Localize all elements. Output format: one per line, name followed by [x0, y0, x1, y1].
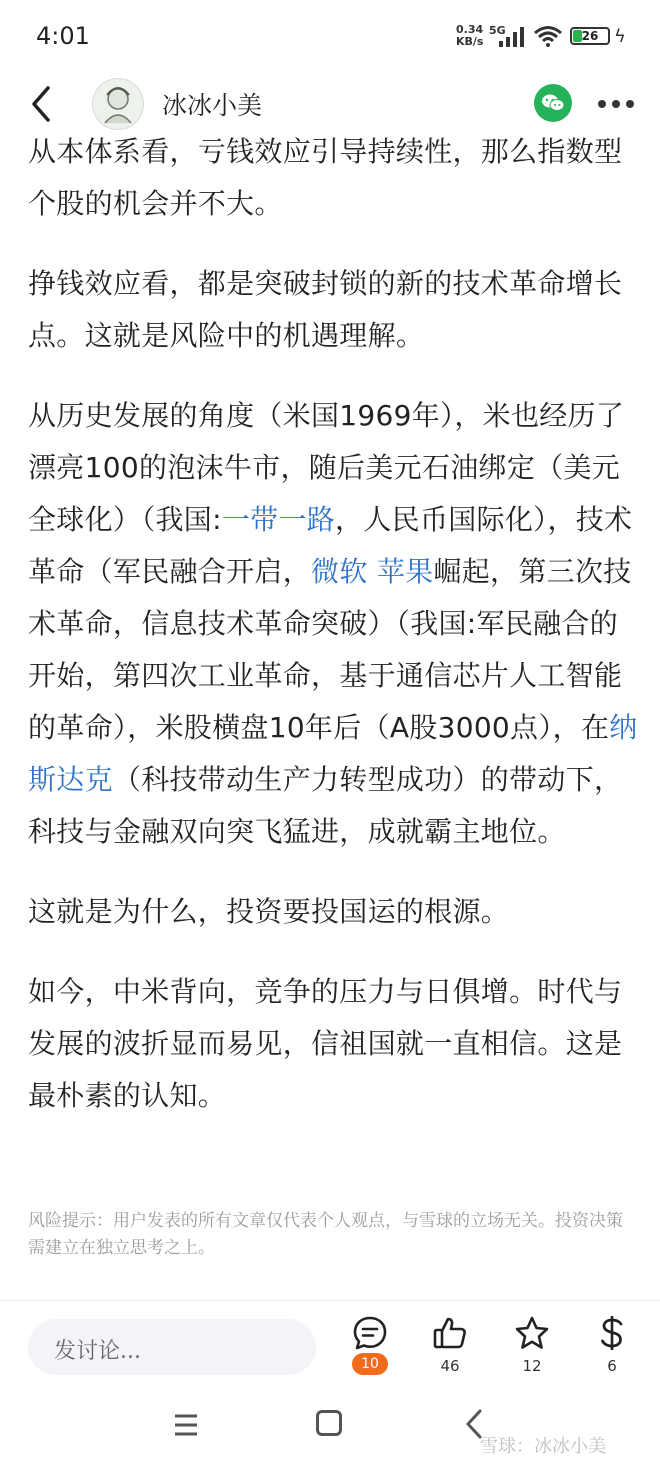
battery-percent: 26 [581, 29, 599, 43]
like-button[interactable] [420, 1315, 480, 1385]
back-arrow-icon[interactable] [22, 82, 62, 126]
stock-link[interactable]: 微软 [311, 555, 368, 588]
stock-link[interactable]: 纳斯达克 [28, 711, 638, 796]
battery-icon [570, 27, 610, 45]
paragraph-text: 崛起，第三次技术革命，信息技术革命突破）（我国:军民融合的开始，第四次工业革命，基于通信芯片人工智能的革命），米股横盘10年后（A股3000点），在 [28, 555, 632, 744]
favorite-count: 12 [522, 1357, 542, 1375]
article-body [28, 122, 638, 1177]
status-bar [0, 0, 660, 72]
charging-icon: ϟ [614, 26, 626, 47]
wechat-share-button[interactable] [534, 84, 572, 122]
dollar-icon [594, 1315, 630, 1351]
article-paragraph [28, 258, 638, 362]
paragraph-text: 从本体系看，亏钱效应引导持续性，那么指数型个股的机会并不大。 [28, 135, 623, 220]
article-paragraph [28, 126, 638, 230]
wifi-icon [533, 25, 563, 47]
article-paragraph [28, 390, 638, 858]
more-dot [598, 100, 606, 108]
more-dot [612, 100, 620, 108]
status-time: 4:01 [36, 22, 90, 50]
net-speed-value: 0.34 [456, 23, 484, 36]
paragraph-text: （科技带动生产力转型成功）的带动下，科技与金融双向突飞猛进，成就霸主地位。 [28, 763, 623, 848]
paragraph-text [368, 555, 377, 588]
paragraph-text: 这就是为什么，投资要投国运的根源。 [28, 895, 510, 928]
stock-link[interactable]: 苹果 [376, 555, 434, 588]
wechat-icon [534, 84, 572, 122]
net-speed [456, 24, 483, 48]
comment-input[interactable] [28, 1319, 316, 1375]
more-dot [626, 100, 634, 108]
paragraph-text: 如今，中米背向，竞争的压力与日俱增。时代与发展的波折显而易见，信祖国就一直相信。这是最朴素的认知。 [28, 975, 623, 1112]
star-icon [514, 1315, 550, 1351]
author-name[interactable]: 冰冰小美 [162, 91, 263, 120]
reward-button[interactable] [582, 1315, 642, 1385]
reward-count: 6 [607, 1357, 617, 1375]
comment-button[interactable] [340, 1315, 400, 1385]
home-icon[interactable] [316, 1410, 342, 1436]
comment-count-badge: 10 [352, 1353, 388, 1375]
risk-notice: 风险提示：用户发表的所有文章仅代表个人观点，与雪球的立场无关。投资决策需建立在独立思考之上。 [28, 1211, 623, 1258]
thumbs-up-icon [432, 1315, 468, 1351]
net-speed-unit: KB/s [456, 35, 484, 48]
menu-icon[interactable] [172, 1412, 200, 1438]
bottom-action-bar [0, 1300, 660, 1393]
favorite-button[interactable] [502, 1315, 562, 1385]
more-options-button[interactable] [598, 100, 634, 110]
article-paragraph [28, 886, 638, 938]
comment-bubble-icon [352, 1315, 388, 1351]
paragraph-text: 从历史发展的角度（米国1969年），米也经历了漂亮100的泡沫牛市，随后美元石油绑定（美元全球化）（我国: [28, 399, 625, 536]
paragraph-text: ，人民币国际化），技术革命（军民融合开启， [28, 503, 633, 588]
network-type: 5G [489, 24, 506, 37]
article-paragraph [28, 966, 638, 1122]
comment-placeholder: 发讨论... [54, 1339, 141, 1364]
system-nav-bar [0, 1392, 660, 1467]
signal-icon [498, 27, 526, 47]
paragraph-text: 挣钱效应看，都是突破封锁的新的技术革命增长点。这就是风险中的机遇理解。 [28, 267, 623, 352]
like-count: 46 [440, 1357, 460, 1375]
watermark: 雪球：冰冰小美 [480, 1436, 606, 1457]
stock-link[interactable]: 一带一路 [221, 503, 336, 536]
